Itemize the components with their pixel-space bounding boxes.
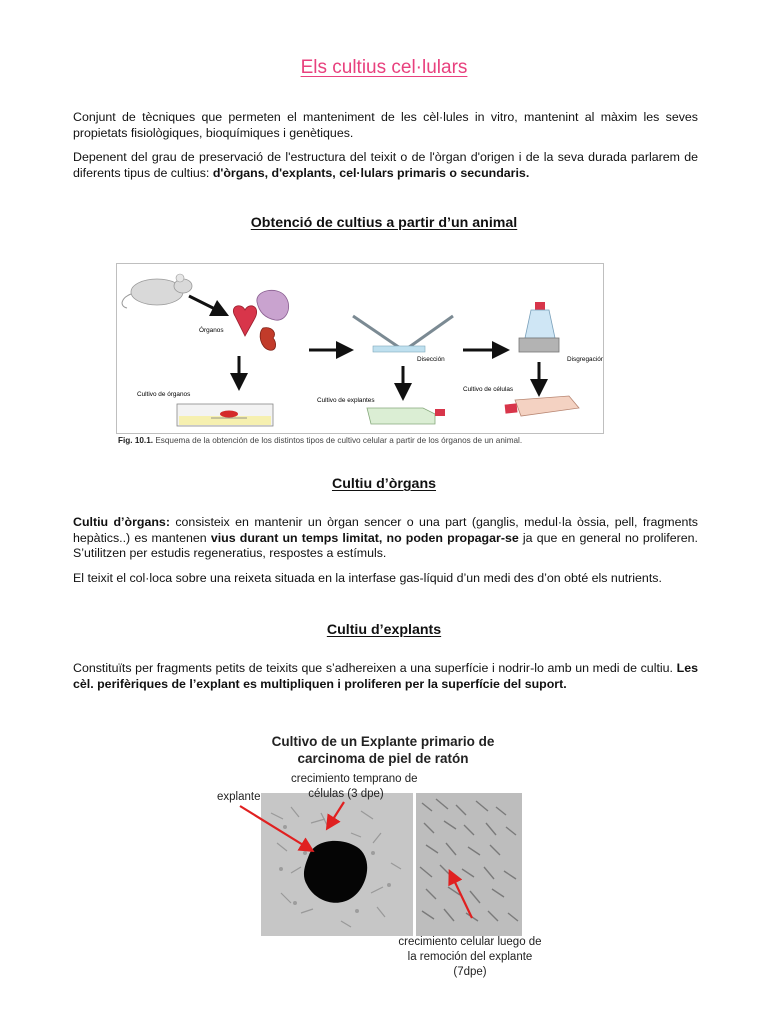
page-title: Els cultius cel·lulars bbox=[300, 57, 468, 78]
label-cultivo-organos: Cultivo de órganos bbox=[137, 391, 191, 398]
cultiu-organs-bold-2: vius durant un temps limitat, no poden propagar-se bbox=[210, 530, 519, 545]
arrow-to-explante bbox=[240, 806, 308, 848]
cultiu-organs-paragraph-2: El teixit el col·loca sobre una reixeta situada en la interfase gas-líquid d’un medi des d’on obté els nutrients. bbox=[73, 571, 662, 585]
figure-caption-number: Fig. 10.1. bbox=[118, 436, 154, 445]
figure-caption-text: Esquema de la obtención de los distintos tipos de cultivo celular a partir de los órganos de un animal. bbox=[153, 436, 523, 445]
label-late-growth-line-1: crecimiento celular luego de bbox=[398, 936, 542, 948]
label-cultivo-explantes: Cultivo de explantes bbox=[317, 397, 375, 404]
label-cultivo-celulas: Cultivo de células bbox=[463, 386, 514, 393]
arrow-to-early-growth bbox=[330, 802, 344, 824]
label-explante: explante bbox=[217, 791, 261, 803]
cultiu-organs-term: Cultiu d’òrgans: bbox=[73, 515, 170, 529]
cultiu-organs-text-1: consisteix en mantenir un òrgan sencer o una part (ganglis, medul·la òssia, pell, fragments hepàtics..) es mantenen bbox=[73, 515, 698, 545]
cultiu-explants-text: Constituïts per fragments petits de teixits que s’adhereixen a una superfície i nodrir-lo amb un medi de cultiu. bbox=[73, 661, 677, 675]
explant-figure-title-line-1: Cultivo de un Explante primario de bbox=[271, 734, 495, 749]
cultiu-organs-text-2: ja que en general no proliferen. S’utilitzen per estudis regeneratius, respostes a estímuls. bbox=[73, 530, 698, 560]
section-heading-cultiu-organs: Cultiu d’òrgans bbox=[331, 476, 437, 492]
label-early-growth-line-2: células (3 dpe) bbox=[308, 788, 384, 800]
label-early-growth-line-1: crecimiento temprano de bbox=[291, 773, 418, 785]
explant-figure-title-line-2: carcinoma de piel de ratón bbox=[297, 751, 469, 766]
section-heading-obtencio: Obtenció de cultius a partir d’un animal bbox=[250, 215, 518, 231]
intro-paragraph-2-text: Depenent del grau de preservació de l'estructura del teixit o de l'òrgan d'origen i de la seva durada parlarem de diferents tipus de cultius: bbox=[73, 150, 698, 180]
cultiu-explants-bold: Les cèl. perifèriques de l’explant es multipliquen i proliferen per la superfície del suport. bbox=[73, 661, 698, 691]
label-organos: Órganos bbox=[199, 327, 224, 334]
label-disgregacion: Disgregación bbox=[567, 356, 603, 363]
label-diseccion: Disección bbox=[417, 356, 445, 363]
label-late-growth-line-3: (7dpe) bbox=[453, 966, 487, 978]
intro-paragraph-1: Conjunt de tècniques que permeten el manteniment de les cèl·lules in vitro, mantenint al màxim les seves propietats fisiològiques, bioquímiques i genètiques. bbox=[73, 110, 698, 140]
label-late-growth-line-2: la remoción del explante bbox=[407, 951, 533, 963]
section-heading-cultiu-explants: Cultiu d’explants bbox=[326, 622, 442, 638]
arrow-to-late-growth bbox=[452, 876, 472, 918]
intro-paragraph-2-bold: d'òrgans, d'explants, cel·lulars primaris o secundaris. bbox=[212, 165, 530, 180]
